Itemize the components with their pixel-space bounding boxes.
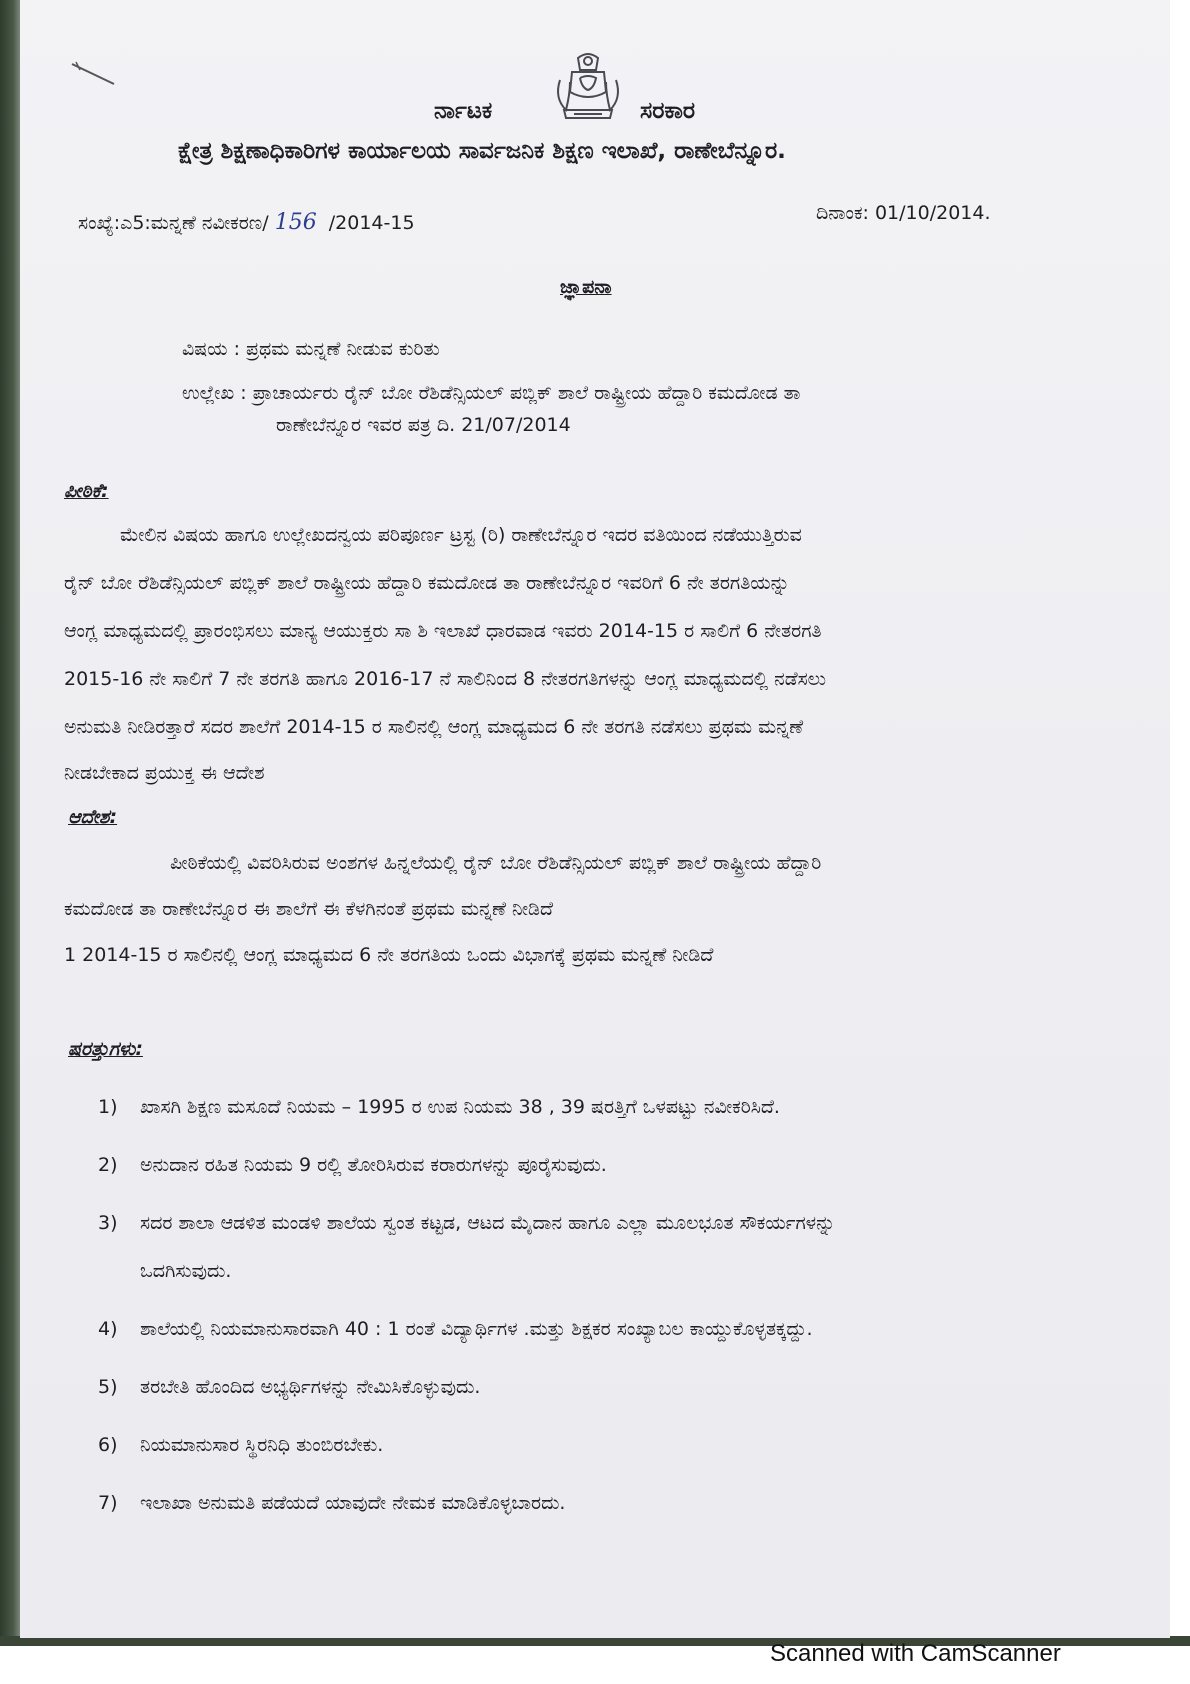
condition-6-text: ನಿಯಮಾನುಸಾರ ಸ್ಥಿರನಿಧಿ ತುಂಬಿರಬೇಕು.: [140, 1434, 384, 1456]
preamble-line-3: ಆಂಗ್ಲ ಮಾಧ್ಯಮದಲ್ಲಿ ಪ್ರಾರಂಭಿಸಲು ಮಾನ್ಯ ಆಯುಕ್ತರು ಸಾ ಶಿ ಇಲಾಖೆ ಧಾರವಾಡ ಇವರು 2014-15 ರ ಸಾಲಿಗೆ 6 ನೇತರಗತಿ: [64, 620, 822, 642]
condition-2-number: 2): [98, 1154, 118, 1176]
document-title: ಜ್ಞಾಪನಾ: [560, 276, 612, 298]
preamble-line-4: 2015-16 ನೇ ಸಾಲಿಗೆ 7 ನೇ ತರಗತಿ ಹಾಗೂ 2016-17 ನೆ ಸಾಲಿನಿಂದ 8 ನೇತರಗತಿಗಳನ್ನು ಆಂಗ್ಲ ಮಾಧ್ಯಮದಲ್ಲಿ ನಡೆಸಲು: [64, 668, 827, 690]
pen-mark: [70, 60, 120, 90]
header-office-name: ಕ್ಷೇತ್ರ ಶಿಕ್ಷಣಾಧಿಕಾರಿಗಳ ಕಾರ್ಯಾಲಯ ಸಾರ್ವಜನಿಕ ಶಿಕ್ಷಣ ಇಲಾಖೆ, ರಾಣೇಬೆನ್ನೂರ.: [178, 138, 786, 164]
reference-line-1: ಉಲ್ಲೇಖ : ಪ್ರಾಚಾರ್ಯರು ರೈನ್ ಬೋ ರೆಶಿಡೆನ್ಸಿಯಲ್ ಪಬ್ಲಿಕ್ ಶಾಲೆ ರಾಷ್ಟ್ರೀಯ ಹೆದ್ದಾರಿ ಕಮದೋಡ ತಾ: [182, 382, 801, 404]
preamble-line-6: ನೀಡಬೇಕಾದ ಪ್ರಯುಕ್ತ ಈ ಆದೇಶ: [64, 762, 265, 784]
camscanner-watermark: Scanned with CamScanner: [770, 1640, 1061, 1667]
header-karnataka: ರ್ನಾಟಕ: [434, 98, 493, 124]
condition-1-text: ಖಾಸಗಿ ಶಿಕ್ಷಣ ಮಸೂದೆ ನಿಯಮ – 1995 ರ ಉಪ ನಿಯಮ 38 , 39 ಷರತ್ತಿಗೆ ಒಳಪಟ್ಟು ನವೀಕರಿಸಿದೆ.: [140, 1096, 780, 1118]
condition-5-number: 5): [98, 1376, 118, 1398]
condition-4-text: ಶಾಲೆಯಲ್ಲಿ ನಿಯಮಾನುಸಾರವಾಗಿ 40 : 1 ರಂತೆ ವಿದ್ಯಾರ್ಥಿಗಳ .ಮತ್ತು ಶಿಕ್ಷಕರ ಸಂಖ್ಯಾಬಲ ಕಾಯ್ದುಕೊಳ್ಳತಕ್ಕದ್ದು.: [140, 1318, 813, 1340]
condition-7-text: ಇಲಾಖಾ ಅನುಮತಿ ಪಡೆಯದೆ ಯಾವುದೇ ನೇಮಕ ಮಾಡಿಕೊಳ್ಳಬಾರದು.: [140, 1492, 566, 1514]
reference-line-2: ರಾಣೇಬೆನ್ನೂರ ಇವರ ಪತ್ರ ದಿ. 21/07/2014: [276, 414, 571, 436]
document-page: [20, 0, 1170, 1638]
condition-7-number: 7): [98, 1492, 118, 1514]
condition-5-text: ತರಬೇತಿ ಹೊಂದಿದ ಅಭ್ಯರ್ಥಿಗಳನ್ನು ನೇಮಿಸಿಕೊಳ್ಳುವುದು.: [140, 1376, 481, 1398]
preamble-line-5: ಅನುಮತಿ ನೀಡಿರತ್ತಾರೆ ಸದರ ಶಾಲೆಗೆ 2014-15 ರ ಸಾಲಿನಲ್ಲಿ ಆಂಗ್ಲ ಮಾಧ್ಯಮದ 6 ನೇ ತರಗತಿ ನಡೆಸಲು ಪ್ರಥಮ ಮನ್ನಣೆ: [64, 716, 804, 738]
condition-3-number: 3): [98, 1212, 118, 1234]
preamble-line-1: ಮೇಲಿನ ವಿಷಯ ಹಾಗೂ ಉಲ್ಲೇಖದನ್ವಯ ಪರಿಪೂರ್ಣ ಟ್ರಸ್ಟ (ರಿ) ರಾಣೇಬೆನ್ನೂರ ಇದರ ವತಿಯಿಂದ ನಡೆಯುತ್ತಿರುವ: [120, 524, 802, 546]
condition-4-number: 4): [98, 1318, 118, 1340]
order-line-3: 1 2014-15 ರ ಸಾಲಿನಲ್ಲಿ ಆಂಗ್ಲ ಮಾಧ್ಯಮದ 6 ನೇ ತರಗತಿಯ ಒಂದು ವಿಭಾಗಕ್ಕೆ ಪ್ರಥಮ ಮನ್ನಣೆ ನೀಡಿದೆ: [64, 944, 714, 966]
preamble-heading: ಪೀಠಿಕೆ:: [64, 480, 109, 502]
scan-background-edge: [0, 0, 22, 1640]
conditions-heading: ಷರತ್ತುಗಳು:: [68, 1038, 143, 1060]
reference-number-prefix: ಸಂಖ್ಯೆ:ಎ5:ಮನ್ನಣೆ ನವೀಕರಣ/: [78, 212, 269, 234]
state-emblem-icon: [550, 50, 626, 124]
condition-3-text: ಸದರ ಶಾಲಾ ಆಡಳಿತ ಮಂಡಳಿ ಶಾಲೆಯ ಸ್ವಂತ ಕಟ್ಟಡ, ಆಟದ ಮೈದಾನ ಹಾಗೂ ಎಲ್ಲಾ ಮೂಲಭೂತ ಸೌಕರ್ಯಗಳನ್ನು: [140, 1212, 836, 1234]
condition-2-text: ಅನುದಾನ ರಹಿತ ನಿಯಮ 9 ರಲ್ಲಿ ತೋರಿಸಿರುವ ಕರಾರುಗಳನ್ನು ಪೂರೈಸುವುದು.: [140, 1154, 607, 1176]
condition-6-number: 6): [98, 1434, 118, 1456]
document-date: ದಿನಾಂಕ: 01/10/2014.: [816, 202, 991, 224]
header-government: ಸರಕಾರ: [640, 98, 696, 124]
reference-number-handwritten: 156: [274, 210, 317, 235]
reference-number-suffix: /2014-15: [328, 212, 415, 234]
reference-number: [78, 210, 415, 235]
preamble-line-2: ರೈನ್ ಬೋ ರೆಶಿಡೆನ್ಸಿಯಲ್ ಪಬ್ಲಿಕ್ ಶಾಲೆ ರಾಷ್ಟ್ರೀಯ ಹೆದ್ದಾರಿ ಕಮದೋಡ ತಾ ರಾಣೇಬೆನ್ನೂರ ಇವರಿಗೆ 6 ನೇ ತರಗತಿಯನ್ನು: [64, 572, 790, 594]
subject-line: ವಿಷಯ : ಪ್ರಥಮ ಮನ್ನಣೆ ನೀಡುವ ಕುರಿತು: [182, 338, 440, 360]
order-line-1: ಪೀಠಿಕೆಯಲ್ಲಿ ವಿವರಿಸಿರುವ ಅಂಶಗಳ ಹಿನ್ನಲೆಯಲ್ಲಿ ರೈನ್ ಬೋ ರೆಶಿಡೆನ್ಸಿಯಲ್ ಪಬ್ಲಿಕ್ ಶಾಲೆ ರಾಷ್ಟ್ರೀಯ ಹೆದ್ದಾರಿ: [170, 852, 822, 874]
condition-3-text-continued: ಒದಗಿಸುವುದು.: [140, 1260, 232, 1282]
order-line-2: ಕಮದೋಡ ತಾ ರಾಣೇಬೆನ್ನೂರ ಈ ಶಾಲೆಗೆ ಈ ಕೆಳಗಿನಂತೆ ಪ್ರಥಮ ಮನ್ನಣೆ ನೀಡಿದೆ: [64, 898, 554, 920]
condition-1-number: 1): [98, 1096, 118, 1118]
order-heading: ಆದೇಶ:: [68, 806, 118, 828]
